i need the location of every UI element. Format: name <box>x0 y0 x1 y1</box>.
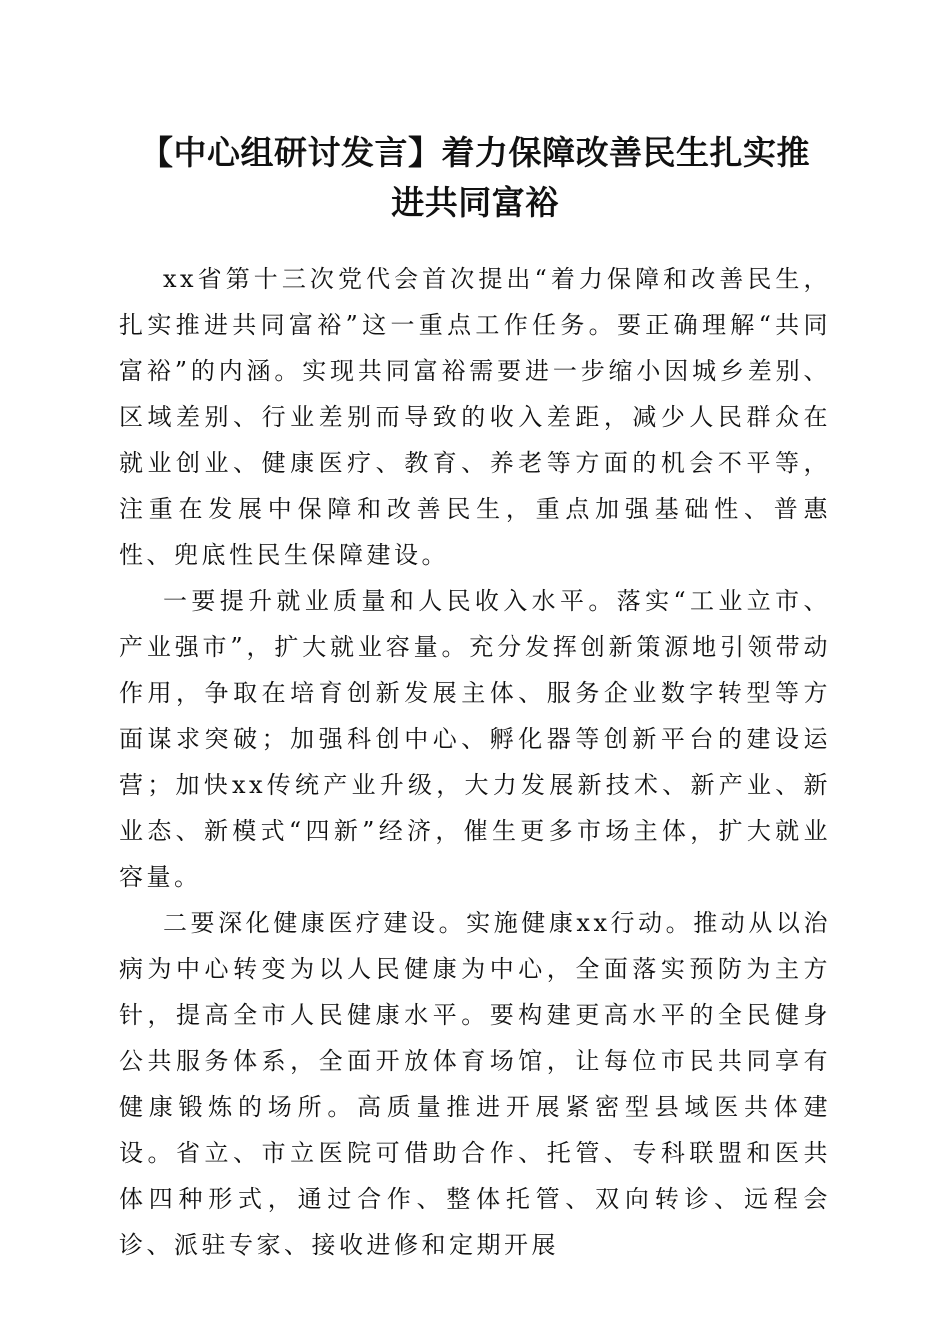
paragraph-intro: xx省第十三次党代会首次提出“着力保障和改善民生，扎实推进共同富裕”这一重点工作任务。要正确理解“共同富裕”的内涵。实现共同富裕需要进一步缩小因城乡差别、区域差别、行业差别而导致的收入差距，减少人民群众在就业创业、健康医疗、教育、养老等方面的机会不平等，注重在发展中保障和改善民生，重点加强基础性、普惠性、兜底性民生保障建设。 <box>119 265 831 569</box>
title-line-1: 【中心组研讨发言】着力保障改善民生扎实推 <box>140 133 810 172</box>
document-body <box>119 256 831 1268</box>
paragraph-employment: 一要提升就业质量和人民收入水平。落实“工业立市、产业强市”，扩大就业容量。充分发挥创新策源地引领带动作用，争取在培育创新发展主体、服务企业数字转型等方面谋求突破；加强科创中心、孵化器等创新平台的建设运营；加快xx传统产业升级，大力发展新技术、新产业、新业态、新模式“四新”经济，催生更多市场主体，扩大就业容量。 <box>119 587 831 891</box>
document-title <box>100 128 850 228</box>
paragraph-health: 二要深化健康医疗建设。实施健康xx行动。推动从以治病为中心转变为以人民健康为中心，全面落实预防为主方针，提高全市人民健康水平。要构建更高水平的全民健身公共服务体系，全面开放体育场馆，让每位市民共同享有健康锻炼的场所。高质量推进开展紧密型县域医共体建设。省立、市立医院可借助合作、托管、专科联盟和医共体四种形式，通过合作、整体托管、双向转诊、远程会诊、派驻专家、接收进修和定期开展 <box>119 909 831 1259</box>
title-line-2: 进共同富裕 <box>391 183 559 222</box>
